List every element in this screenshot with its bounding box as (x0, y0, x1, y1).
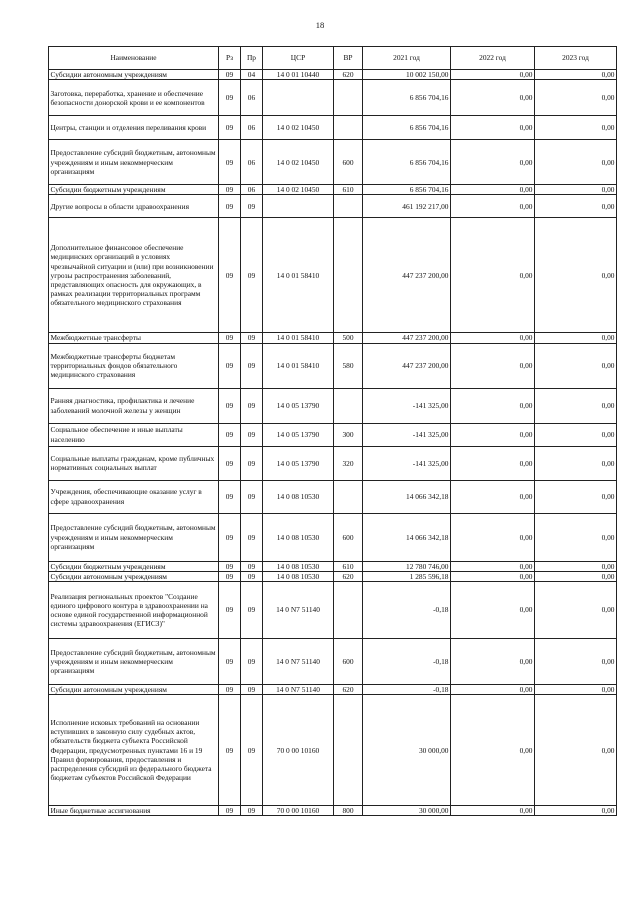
header-2022: 2022 год (451, 47, 535, 70)
cell-2023: 0,00 (535, 480, 617, 513)
cell-2023: 0,00 (535, 343, 617, 388)
cell-pr: 09 (241, 446, 263, 480)
table-row (49, 185, 617, 195)
cell-name: Дополнительное финансовое обеспечение медицинских организаций в условиях чрезвычайной ситуации и (или) при возникновении угрозы распространения заболеваний, представляющих опасность для окружающих, в рамках реализации территориальных программ обязательного медицинского страхования (49, 218, 219, 333)
cell-pr: 09 (241, 685, 263, 695)
cell-2023: 0,00 (535, 70, 617, 80)
cell-csr: 14 0 01 58410 (263, 343, 334, 388)
cell-name: Субсидии автономным учреждениям (49, 571, 219, 581)
cell-csr: 14 0 02 10450 (263, 140, 334, 185)
cell-2023: 0,00 (535, 695, 617, 806)
cell-vr: 300 (334, 423, 363, 446)
cell-csr: 14 0 01 10440 (263, 70, 334, 80)
cell-rz: 09 (219, 388, 241, 423)
header-rz: Рз (219, 47, 241, 70)
cell-2023: 0,00 (535, 446, 617, 480)
cell-name: Исполнение исковых требований на основании вступивших в законную силу судебных актов, обязательств бюджета субъекта Российской Федерации, предусмотренных пунктами 16 и 19 Правил формирования, предоставления и распределения субсидий из федерального бюджета бюджетам субъектов Российской Федерации (49, 695, 219, 806)
cell-2021: 30 000,00 (363, 695, 451, 806)
cell-rz: 09 (219, 423, 241, 446)
cell-2021: -0,18 (363, 582, 451, 639)
cell-rz: 09 (219, 513, 241, 561)
cell-2021: 10 002 150,00 (363, 70, 451, 80)
cell-2023: 0,00 (535, 513, 617, 561)
cell-pr: 09 (241, 343, 263, 388)
cell-name: Предоставление субсидий бюджетным, автономным учреждениям и иным некоммерческим организациям (49, 140, 219, 185)
cell-vr (334, 388, 363, 423)
cell-csr (263, 195, 334, 218)
cell-rz: 09 (219, 140, 241, 185)
cell-2023: 0,00 (535, 333, 617, 343)
cell-2021: 6 856 704,16 (363, 116, 451, 140)
cell-csr: 14 0 05 13790 (263, 423, 334, 446)
cell-pr: 09 (241, 218, 263, 333)
cell-pr: 09 (241, 806, 263, 816)
cell-name: Субсидии автономным учреждениям (49, 70, 219, 80)
cell-2023: 0,00 (535, 388, 617, 423)
cell-2023: 0,00 (535, 571, 617, 581)
cell-csr: 70 0 00 10160 (263, 806, 334, 816)
cell-pr: 09 (241, 423, 263, 446)
cell-vr: 580 (334, 343, 363, 388)
cell-2022: 0,00 (451, 571, 535, 581)
cell-2022: 0,00 (451, 423, 535, 446)
cell-2023: 0,00 (535, 806, 617, 816)
cell-csr: 14 0 01 58410 (263, 218, 334, 333)
header-2023: 2023 год (535, 47, 617, 70)
cell-2021: 6 856 704,16 (363, 80, 451, 116)
cell-2021: 12 780 746,00 (363, 561, 451, 571)
cell-rz: 09 (219, 333, 241, 343)
table-row (49, 80, 617, 116)
cell-2021: 6 856 704,16 (363, 140, 451, 185)
cell-vr: 610 (334, 185, 363, 195)
cell-rz: 09 (219, 116, 241, 140)
cell-vr (334, 80, 363, 116)
table-row (49, 195, 617, 218)
cell-rz: 09 (219, 80, 241, 116)
table-body (49, 70, 617, 816)
cell-2021: 461 192 217,00 (363, 195, 451, 218)
cell-vr (334, 695, 363, 806)
cell-pr: 06 (241, 185, 263, 195)
cell-vr: 600 (334, 140, 363, 185)
cell-rz: 09 (219, 343, 241, 388)
cell-2022: 0,00 (451, 195, 535, 218)
table-row (49, 218, 617, 333)
cell-2021: 14 066 342,18 (363, 480, 451, 513)
cell-name: Межбюджетные трансферты (49, 333, 219, 343)
cell-rz: 09 (219, 70, 241, 80)
header-pr: Пр (241, 47, 263, 70)
table-row (49, 116, 617, 140)
cell-2023: 0,00 (535, 195, 617, 218)
cell-name: Другие вопросы в области здравоохранения (49, 195, 219, 218)
cell-pr: 09 (241, 480, 263, 513)
cell-name: Субсидии бюджетным учреждениям (49, 185, 219, 195)
cell-name: Предоставление субсидий бюджетным, автономным учреждениям и иным некоммерческим организациям (49, 513, 219, 561)
cell-csr: 14 0 01 58410 (263, 333, 334, 343)
cell-name: Предоставление субсидий бюджетным, автономным учреждениям и иным некоммерческим организациям (49, 639, 219, 685)
cell-pr: 09 (241, 513, 263, 561)
cell-2022: 0,00 (451, 343, 535, 388)
cell-name: Субсидии автономным учреждениям (49, 685, 219, 695)
cell-2022: 0,00 (451, 806, 535, 816)
cell-2022: 0,00 (451, 333, 535, 343)
cell-vr: 800 (334, 806, 363, 816)
cell-name: Заготовка, переработка, хранение и обеспечение безопасности донорской крови и ее компонентов (49, 80, 219, 116)
cell-2021: 6 856 704,16 (363, 185, 451, 195)
cell-csr: 14 0 05 13790 (263, 388, 334, 423)
cell-vr: 620 (334, 571, 363, 581)
table-row (49, 806, 617, 816)
cell-2023: 0,00 (535, 116, 617, 140)
cell-rz: 09 (219, 571, 241, 581)
cell-vr: 600 (334, 639, 363, 685)
cell-2021: 447 237 200,00 (363, 343, 451, 388)
cell-rz: 09 (219, 195, 241, 218)
cell-pr: 06 (241, 80, 263, 116)
cell-rz: 09 (219, 685, 241, 695)
table-row (49, 480, 617, 513)
cell-vr (334, 116, 363, 140)
cell-2023: 0,00 (535, 685, 617, 695)
cell-2023: 0,00 (535, 423, 617, 446)
cell-vr: 620 (334, 685, 363, 695)
cell-2023: 0,00 (535, 561, 617, 571)
cell-2022: 0,00 (451, 695, 535, 806)
cell-2023: 0,00 (535, 80, 617, 116)
header-2021: 2021 год (363, 47, 451, 70)
header-vr: ВР (334, 47, 363, 70)
page-number: 18 (315, 20, 325, 30)
table-header-row (49, 47, 617, 70)
cell-2021: -141 325,00 (363, 423, 451, 446)
cell-2022: 0,00 (451, 388, 535, 423)
table-row (49, 423, 617, 446)
cell-rz: 09 (219, 561, 241, 571)
cell-rz: 09 (219, 806, 241, 816)
cell-2022: 0,00 (451, 685, 535, 695)
cell-2022: 0,00 (451, 639, 535, 685)
table-row (49, 582, 617, 639)
cell-name: Иные бюджетные ассигнования (49, 806, 219, 816)
cell-pr: 09 (241, 333, 263, 343)
cell-csr: 14 0 02 10450 (263, 185, 334, 195)
cell-vr: 610 (334, 561, 363, 571)
cell-2021: 1 285 596,18 (363, 571, 451, 581)
cell-pr: 04 (241, 70, 263, 80)
cell-rz: 09 (219, 218, 241, 333)
cell-2022: 0,00 (451, 582, 535, 639)
cell-rz: 09 (219, 582, 241, 639)
cell-2022: 0,00 (451, 185, 535, 195)
cell-pr: 09 (241, 561, 263, 571)
cell-rz: 09 (219, 185, 241, 195)
cell-vr: 600 (334, 513, 363, 561)
cell-vr (334, 582, 363, 639)
cell-name: Реализация региональных проектов "Создание единого цифрового контура в здравоохранении на основе единой государственной информационной системы здравоохранения (ЕГИСЗ)" (49, 582, 219, 639)
cell-2021: 447 237 200,00 (363, 218, 451, 333)
cell-pr: 09 (241, 639, 263, 685)
table-row (49, 388, 617, 423)
table-row (49, 513, 617, 561)
cell-csr: 14 0 N7 51140 (263, 685, 334, 695)
cell-2022: 0,00 (451, 80, 535, 116)
cell-2022: 0,00 (451, 140, 535, 185)
table-row (49, 561, 617, 571)
cell-2021: -0,18 (363, 639, 451, 685)
table-row (49, 685, 617, 695)
cell-pr: 06 (241, 140, 263, 185)
cell-2022: 0,00 (451, 218, 535, 333)
cell-rz: 09 (219, 446, 241, 480)
cell-pr: 09 (241, 388, 263, 423)
table-row (49, 333, 617, 343)
cell-2023: 0,00 (535, 140, 617, 185)
cell-vr (334, 218, 363, 333)
budget-table (48, 46, 617, 816)
cell-pr: 06 (241, 116, 263, 140)
cell-2021: 30 000,00 (363, 806, 451, 816)
cell-vr: 620 (334, 70, 363, 80)
cell-2023: 0,00 (535, 639, 617, 685)
cell-csr: 70 0 00 10160 (263, 695, 334, 806)
cell-2022: 0,00 (451, 116, 535, 140)
table-row (49, 695, 617, 806)
cell-pr: 09 (241, 571, 263, 581)
cell-2021: 447 237 200,00 (363, 333, 451, 343)
cell-vr: 500 (334, 333, 363, 343)
cell-vr (334, 195, 363, 218)
cell-csr: 14 0 08 10530 (263, 513, 334, 561)
cell-2021: -141 325,00 (363, 446, 451, 480)
header-csr: ЦСР (263, 47, 334, 70)
cell-2022: 0,00 (451, 70, 535, 80)
cell-csr: 14 0 08 10530 (263, 480, 334, 513)
cell-name: Учреждения, обеспечивающие оказание услуг в сфере здравоохранения (49, 480, 219, 513)
cell-csr: 14 0 N7 51140 (263, 582, 334, 639)
cell-2023: 0,00 (535, 185, 617, 195)
cell-2023: 0,00 (535, 582, 617, 639)
table-row (49, 140, 617, 185)
cell-pr: 09 (241, 582, 263, 639)
table-row (49, 639, 617, 685)
cell-vr (334, 480, 363, 513)
cell-csr: 14 0 08 10530 (263, 571, 334, 581)
cell-name: Ранняя диагностика, профилактика и лечение заболеваний молочной железы у женщин (49, 388, 219, 423)
cell-rz: 09 (219, 639, 241, 685)
cell-2021: -141 325,00 (363, 388, 451, 423)
cell-csr (263, 80, 334, 116)
cell-csr: 14 0 N7 51140 (263, 639, 334, 685)
header-name: Наименование (49, 47, 219, 70)
cell-rz: 09 (219, 480, 241, 513)
cell-2022: 0,00 (451, 561, 535, 571)
cell-name: Межбюджетные трансферты бюджетам территориальных фондов обязательного медицинского страхования (49, 343, 219, 388)
cell-pr: 09 (241, 195, 263, 218)
cell-name: Центры, станции и отделения переливания крови (49, 116, 219, 140)
table-row (49, 446, 617, 480)
cell-pr: 09 (241, 695, 263, 806)
cell-2022: 0,00 (451, 446, 535, 480)
cell-2021: -0,18 (363, 685, 451, 695)
cell-csr: 14 0 02 10450 (263, 116, 334, 140)
cell-2023: 0,00 (535, 218, 617, 333)
cell-2021: 14 066 342,18 (363, 513, 451, 561)
cell-name: Социальные выплаты гражданам, кроме публичных нормативных социальных выплат (49, 446, 219, 480)
cell-csr: 14 0 05 13790 (263, 446, 334, 480)
cell-vr: 320 (334, 446, 363, 480)
cell-name: Субсидии бюджетным учреждениям (49, 561, 219, 571)
cell-2022: 0,00 (451, 513, 535, 561)
table-row (49, 571, 617, 581)
cell-rz: 09 (219, 695, 241, 806)
cell-name: Социальное обеспечение и иные выплаты населению (49, 423, 219, 446)
cell-2022: 0,00 (451, 480, 535, 513)
cell-csr: 14 0 08 10530 (263, 561, 334, 571)
table-row (49, 70, 617, 80)
table-row (49, 343, 617, 388)
